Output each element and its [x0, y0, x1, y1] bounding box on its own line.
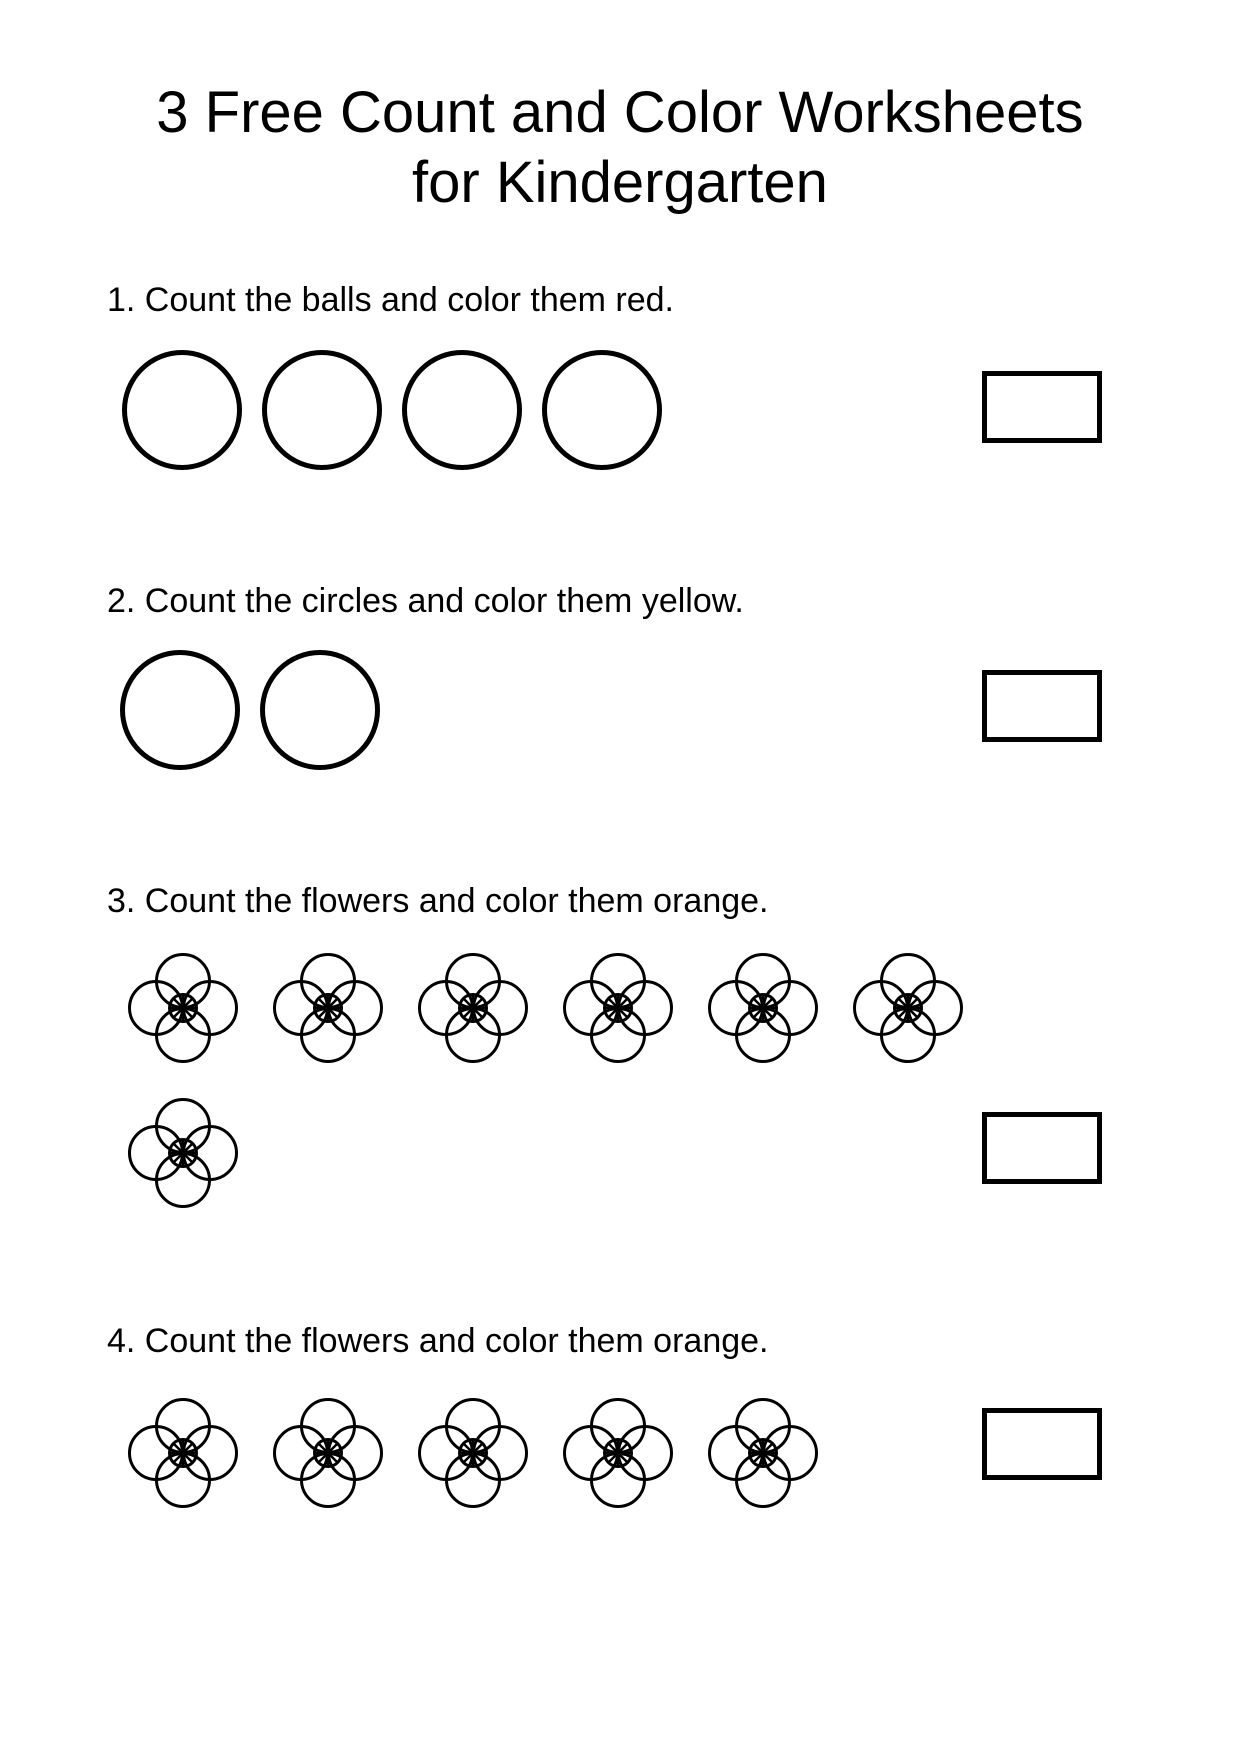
ball-icon [122, 350, 242, 470]
title-line-1: 3 Free Count and Color Worksheets [156, 80, 1084, 145]
flower-icon [708, 1398, 818, 1508]
question-2-label: 2. Count the circles and color them yellow. [107, 582, 744, 620]
question-2-answer-box[interactable] [982, 670, 1102, 742]
circle-icon [260, 650, 380, 770]
flower-icon [563, 953, 673, 1063]
flower-icon [418, 1398, 528, 1508]
question-1-label: 1. Count the balls and color them red. [107, 281, 674, 319]
question-3-items-row-1 [128, 953, 963, 1063]
worksheet-title [0, 78, 1240, 217]
flower-icon [273, 1398, 383, 1508]
flower-icon [128, 953, 238, 1063]
circle-icon [120, 650, 240, 770]
flower-icon [563, 1398, 673, 1508]
flower-icon [128, 1398, 238, 1508]
ball-icon [262, 350, 382, 470]
flower-icon [128, 1098, 238, 1208]
question-3-items-row-2 [128, 1098, 238, 1208]
question-1-answer-box[interactable] [982, 371, 1102, 443]
question-1-items [122, 350, 662, 470]
question-4-label: 4. Count the flowers and color them orange. [107, 1322, 769, 1360]
title-line-2: for Kindergarten [412, 149, 828, 215]
ball-icon [402, 350, 522, 470]
question-4-answer-box[interactable] [982, 1408, 1102, 1480]
flower-icon [708, 953, 818, 1063]
flower-icon [853, 953, 963, 1063]
question-3-answer-box[interactable] [982, 1112, 1102, 1184]
flower-icon [273, 953, 383, 1063]
question-2-items [120, 650, 380, 770]
ball-icon [542, 350, 662, 470]
question-4-items [128, 1398, 818, 1508]
question-3-label: 3. Count the flowers and color them orange. [107, 882, 769, 920]
flower-icon [418, 953, 528, 1063]
